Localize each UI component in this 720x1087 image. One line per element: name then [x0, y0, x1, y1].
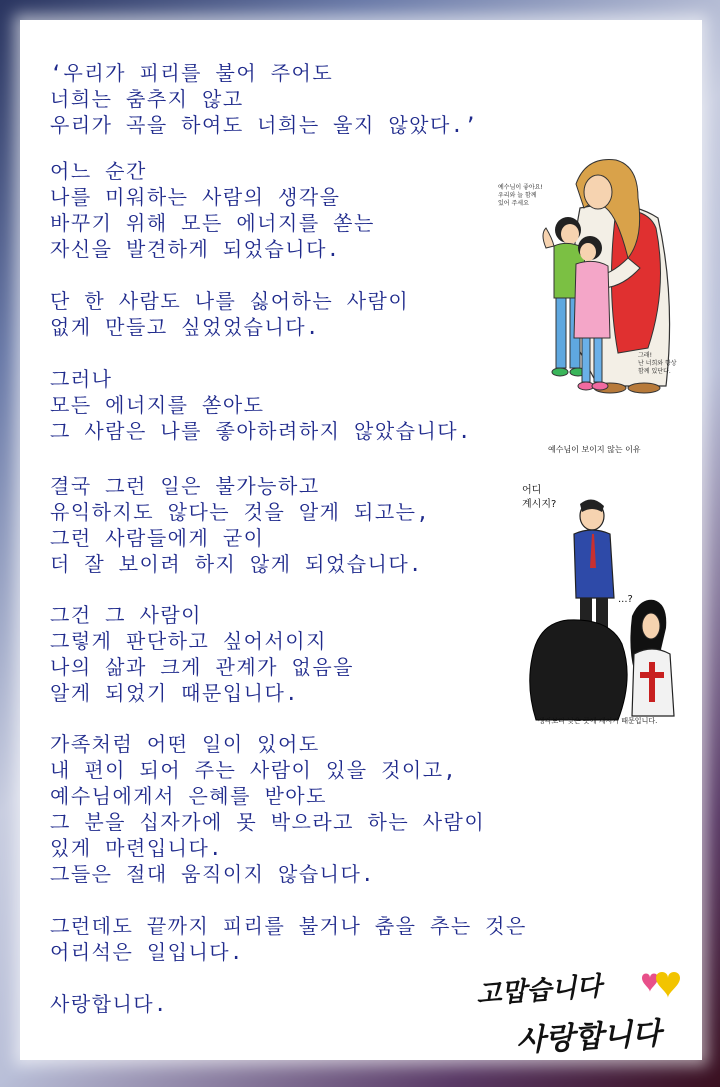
speech-bubble-where: 어디 계시지? [522, 485, 557, 510]
paragraph-4: 그러나 모든 에너지를 쏟아도 그 사람은 나를 좋아하려하지 않았습니다. [50, 367, 472, 443]
letter-paper [20, 20, 702, 1060]
paragraph-1: ‘우리가 피리를 불어 주어도 너희는 춤추지 않고 우리가 곡을 하여도 너희는 울지 않았다.’ [50, 61, 478, 137]
speech-bubble-dots: ...? [618, 594, 633, 605]
speech-bubble-jesus: 그래! 난 너희와 항상 함께 있단다. [638, 352, 677, 375]
thanks-line-1: 고맙습니다 [475, 971, 603, 1011]
paragraph-5: 결국 그런 일은 불가능하고 유익하지도 않다는 것을 알게 되고는, 그런 사람들에게 굳이 더 잘 보이려 하지 않게 되었습니다. [50, 474, 431, 576]
jesus-hidden-low-illustration [518, 445, 690, 730]
thanks-calligraphy [470, 960, 700, 1060]
paragraph-2: 어느 순간 나를 미워하는 사람의 생각을 바꾸기 위해 모든 에너지를 쏟는 자신을 발견하게 되었습니다. [50, 159, 375, 261]
paragraph-8: 그런데도 끝까지 피리를 불거나 춤을 추는 것은 어리석은 일입니다. [50, 914, 527, 964]
jesus-hugging-children-illustration [498, 148, 688, 398]
paragraph-6: 그건 그 사람이 그렇게 판단하고 싶어서이지 나의 삶과 크게 관계가 없음을 알게 되었기 때문입니다. [50, 603, 355, 705]
paragraph-3: 단 한 사람도 나를 싫어하는 사람이 없게 만들고 싶었었습니다. [50, 289, 410, 339]
hearts-icon [638, 968, 684, 1002]
paragraph-9: 사랑합니다. [50, 992, 168, 1016]
speech-bubble-children: 예수님이 좋아요! 우리와 늘 함께 있어 주세요 [498, 184, 543, 207]
illustration2-title: 예수님이 보이지 않는 이유 [548, 445, 641, 454]
illustration2-caption: 생각보다 낮은 곳에 계시기 때문입니다. [538, 717, 658, 725]
paragraph-7: 가족처럼 어떤 일이 있어도 내 편이 되어 주는 사람이 있을 것이고, 예수님에게서 은혜를 받아도 그 분을 십자가에 못 박으라고 하는 사람이 있게 마련입니다. 그들은 절대 움직이지 않습니다. [50, 732, 486, 886]
thanks-line-2: 사랑합니다 [515, 1016, 662, 1059]
